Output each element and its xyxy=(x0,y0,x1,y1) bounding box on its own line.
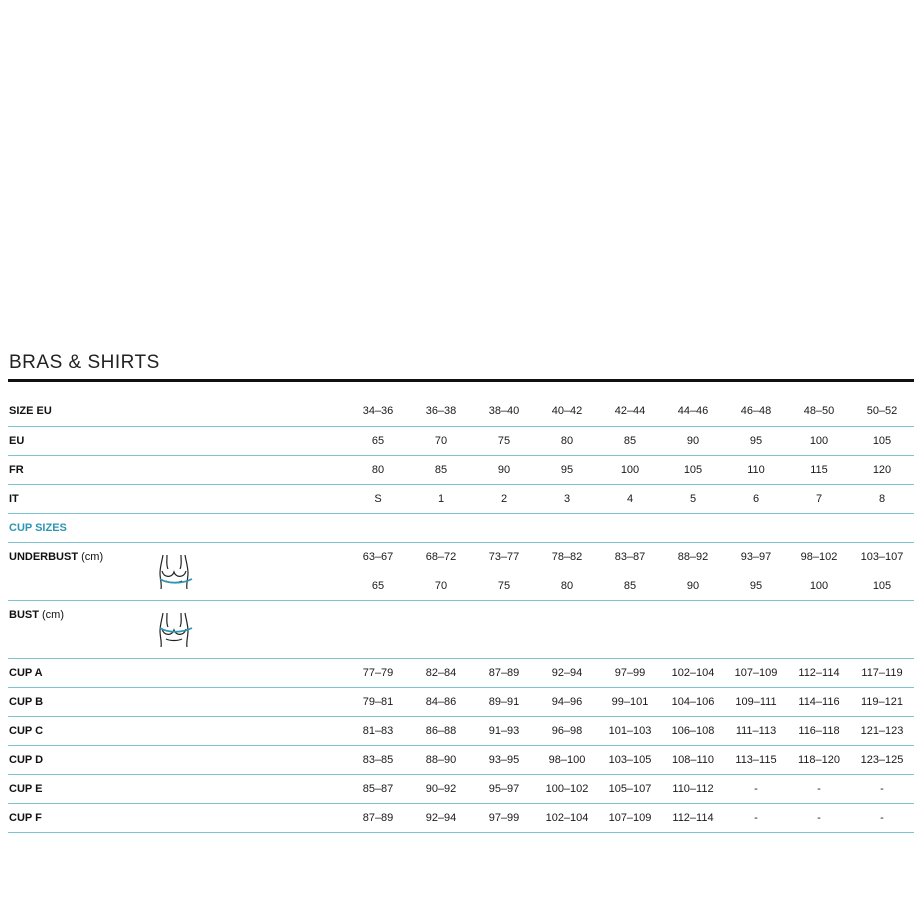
table-cell: 100 xyxy=(620,464,640,476)
table-cell: 36–38 xyxy=(425,405,457,417)
table-cell: 112–114 xyxy=(672,812,714,824)
bust-row xyxy=(8,601,914,659)
table-cell: 40–42 xyxy=(551,405,583,417)
table-row xyxy=(8,485,914,514)
table-cell: 85 xyxy=(623,435,637,447)
underbust-band-cell: 70 xyxy=(434,580,448,592)
table-cell: 87–89 xyxy=(362,812,394,824)
underbust-band-cell: 90 xyxy=(686,580,700,592)
table-cell: 99–101 xyxy=(611,696,649,708)
table-cell: 104–106 xyxy=(671,696,715,708)
table-cell: 4 xyxy=(626,493,634,505)
table-cell: 105 xyxy=(872,435,892,447)
table-cell: 5 xyxy=(689,493,697,505)
table-cell: 84–86 xyxy=(425,696,457,708)
table-cell: 89–91 xyxy=(488,696,520,708)
table-cell: 105–107 xyxy=(608,783,652,795)
table-cell: 79–81 xyxy=(362,696,394,708)
table-cell: 38–40 xyxy=(488,405,520,417)
table-cell: 90 xyxy=(686,435,700,447)
underbust-band-cell: 65 xyxy=(371,580,385,592)
cup-sizes-heading: CUP SIZES xyxy=(9,522,67,534)
underbust-measure-icon xyxy=(154,551,194,591)
table-cell: 103–105 xyxy=(608,754,652,766)
table-cell: 92–94 xyxy=(551,667,583,679)
table-cell: 7 xyxy=(815,493,823,505)
table-cell: 82–84 xyxy=(425,667,457,679)
table-cell: - xyxy=(880,812,884,824)
table-cell: 95 xyxy=(749,435,763,447)
table-cell: 44–46 xyxy=(677,405,709,417)
row-label: FR xyxy=(9,464,24,476)
table-cell: 90 xyxy=(497,464,511,476)
table-cell: 109–111 xyxy=(735,696,777,708)
cup-label: CUP C xyxy=(9,725,44,737)
table-cell: 87–89 xyxy=(488,667,520,679)
table-cell: 92–94 xyxy=(425,812,457,824)
table-cell: 46–48 xyxy=(740,405,772,417)
table-cell: 97–99 xyxy=(614,667,646,679)
cup-label: CUP E xyxy=(9,783,43,795)
table-cell: 88–90 xyxy=(425,754,457,766)
bust-measure-icon xyxy=(154,609,194,649)
underbust-label: UNDERBUST (cm) xyxy=(9,551,104,563)
table-cell: 83–85 xyxy=(362,754,394,766)
underbust-range-cell: 83–87 xyxy=(614,551,646,563)
table-row xyxy=(8,427,914,456)
table-cell: 121–123 xyxy=(860,725,904,737)
table-cell: 102–104 xyxy=(671,667,715,679)
table-cell: 120 xyxy=(872,464,892,476)
underbust-row xyxy=(8,543,914,601)
table-cell: 80 xyxy=(560,435,574,447)
table-cell: 95–97 xyxy=(488,783,520,795)
table-cell: 113–115 xyxy=(735,754,777,766)
table-cell: - xyxy=(754,812,758,824)
bust-label: BUST (cm) xyxy=(9,609,64,621)
table-cell: 117–119 xyxy=(861,667,903,679)
underbust-range-cell: 78–82 xyxy=(551,551,583,563)
cup-label: CUP D xyxy=(9,754,44,766)
table-cell: 81–83 xyxy=(362,725,394,737)
table-cell: 105 xyxy=(683,464,703,476)
row-label: EU xyxy=(9,435,25,447)
table-cell: 86–88 xyxy=(425,725,457,737)
table-cell: 50–52 xyxy=(866,405,898,417)
table-cell: 96–98 xyxy=(551,725,583,737)
table-cell: 97–99 xyxy=(488,812,520,824)
table-cell: 8 xyxy=(878,493,886,505)
table-cell: 2 xyxy=(500,493,508,505)
table-cell: S xyxy=(374,493,382,505)
cup-row xyxy=(8,804,914,833)
table-cell: 108–110 xyxy=(671,754,714,766)
row-label: SIZE EU xyxy=(9,405,52,417)
table-cell: 116–118 xyxy=(798,725,840,737)
size-chart-table xyxy=(8,382,914,833)
underbust-band-cell: 85 xyxy=(623,580,637,592)
underbust-range-cell: 103–107 xyxy=(860,551,904,563)
table-cell: 85 xyxy=(434,464,448,476)
underbust-band-cell: 100 xyxy=(809,580,829,592)
table-cell: 1 xyxy=(437,493,445,505)
table-cell: - xyxy=(880,783,884,795)
cup-row xyxy=(8,688,914,717)
cup-row xyxy=(8,717,914,746)
table-cell: 42–44 xyxy=(614,405,646,417)
cup-row xyxy=(8,659,914,688)
underbust-band-cell: 75 xyxy=(497,580,511,592)
table-cell: 101–103 xyxy=(608,725,652,737)
cup-row xyxy=(8,775,914,804)
underbust-range-cell: 93–97 xyxy=(740,551,772,563)
table-cell: 112–114 xyxy=(798,667,840,679)
table-cell: 95 xyxy=(560,464,574,476)
table-cell: 123–125 xyxy=(860,754,904,766)
table-cell: 94–96 xyxy=(551,696,583,708)
table-cell: 77–79 xyxy=(362,667,394,679)
table-cell: - xyxy=(817,812,821,824)
underbust-range-cell: 63–67 xyxy=(362,551,394,563)
row-label: IT xyxy=(9,493,19,505)
page-title: BRAS & SHIRTS xyxy=(9,352,160,373)
underbust-range-cell: 98–102 xyxy=(800,551,838,563)
table-cell: 110 xyxy=(747,464,765,476)
table-cell: 48–50 xyxy=(803,405,835,417)
table-cell: 102–104 xyxy=(545,812,589,824)
underbust-range-cell: 68–72 xyxy=(425,551,457,563)
table-row xyxy=(8,456,914,485)
table-cell: 80 xyxy=(371,464,385,476)
table-cell: 98–100 xyxy=(548,754,586,766)
table-cell: 106–108 xyxy=(671,725,715,737)
table-cell: 107–109 xyxy=(608,812,652,824)
underbust-band-cell: 105 xyxy=(872,580,892,592)
cup-row xyxy=(8,746,914,775)
table-cell: 3 xyxy=(563,493,571,505)
table-cell: 93–95 xyxy=(488,754,520,766)
table-cell: 107–109 xyxy=(734,667,778,679)
underbust-band-cell: 80 xyxy=(560,580,574,592)
table-cell: - xyxy=(817,783,821,795)
cup-sizes-heading-row xyxy=(8,514,914,543)
underbust-band-cell: 95 xyxy=(749,580,763,592)
table-cell: 115 xyxy=(810,464,828,476)
table-cell: 6 xyxy=(752,493,760,505)
table-cell: 91–93 xyxy=(488,725,520,737)
table-cell: 114–116 xyxy=(798,696,840,708)
table-cell: - xyxy=(754,783,758,795)
cup-label: CUP A xyxy=(9,667,43,679)
table-cell: 34–36 xyxy=(362,405,394,417)
table-cell: 85–87 xyxy=(362,783,394,795)
table-cell: 119–121 xyxy=(860,696,903,708)
table-row xyxy=(8,382,914,427)
table-cell: 111–113 xyxy=(735,725,777,737)
table-cell: 110–112 xyxy=(672,783,714,795)
cup-label: CUP F xyxy=(9,812,42,824)
cup-label: CUP B xyxy=(9,696,44,708)
underbust-range-cell: 88–92 xyxy=(677,551,709,563)
table-cell: 100 xyxy=(809,435,829,447)
table-cell: 90–92 xyxy=(425,783,457,795)
underbust-range-cell: 73–77 xyxy=(488,551,520,563)
table-cell: 100–102 xyxy=(545,783,589,795)
table-cell: 75 xyxy=(497,435,511,447)
table-cell: 70 xyxy=(434,435,448,447)
table-cell: 118–120 xyxy=(797,754,840,766)
table-cell: 65 xyxy=(371,435,385,447)
